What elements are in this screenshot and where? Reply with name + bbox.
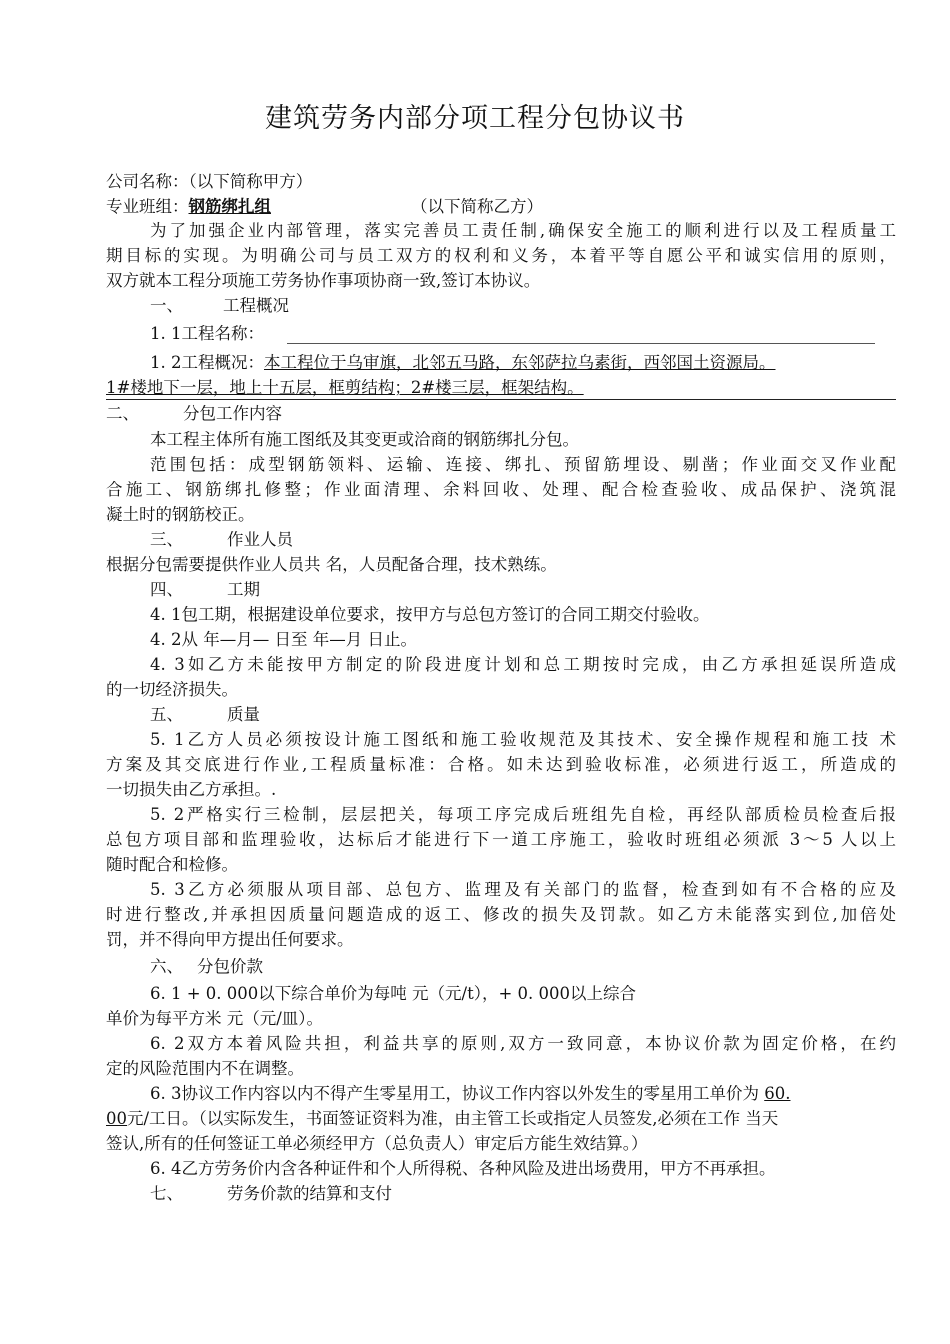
s3-text: 根据分包需要提供作业人员共 名，人员配备合理，技术熟练。	[106, 555, 557, 574]
team-value: 钢筋绑扎组	[188, 197, 271, 216]
s5-p3-line-1: 5. 3乙方必须服从项目部、总包方、监理及有关部门的监督，检查到如有不合格的应及	[150, 880, 896, 899]
s2-line-4: 凝土时的钢筋校正。	[106, 505, 255, 524]
section-2-heading: 二、 分包工作内容	[106, 404, 282, 423]
section-4-heading: 四、 工期	[150, 580, 260, 599]
s6-p2-line-1: 6. 2双方本着风险共担，利益共享的原则,双方一致同意，本协议价款为固定价格，在约	[150, 1034, 896, 1053]
s4-line-1: 4. 1包工期，根据建设单位要求，按甲方与总包方签订的合同工期交付验收。	[150, 605, 710, 624]
s6-line-4: 6. 4乙方劳务价内含各种证件和个人所得税、各种风险及进出场费用，甲方不再承担。	[150, 1159, 776, 1178]
s2-line-2: 范围包括：成型钢筋领料、运输、连接、绑扎、预留筋埋设、剔凿；作业面交叉作业配	[150, 455, 896, 474]
s5-p3-line-3: 罚，并不得向甲方提出任何要求。	[106, 930, 354, 949]
s6-p3-line-1: 6. 3协议工作内容以内不得产生零星用工，协议工作内容以外发生的零星用工单价为 60.	[150, 1084, 791, 1103]
s6-line-1: 6. 1 + 0. 000以下综合单价为每吨 元（元/t），+ 0. 000以上综合	[150, 984, 637, 1003]
s4-line-3: 4. 3如乙方未能按甲方制定的阶段进度计划和总工期按时完成，由乙方承担延误所造成	[150, 655, 896, 674]
s5-p2-line-2: 总包方项目部和监理验收，达标后才能进行下一道工序施工，验收时班组必须派 3〜5 人以上	[106, 830, 896, 849]
section-7-heading: 七、 劳务价款的结算和支付	[150, 1184, 392, 1203]
section-5-heading: 五、 质量	[150, 705, 260, 724]
project-name-blank	[287, 343, 875, 344]
section-6-heading: 六、 分包价款	[150, 957, 263, 976]
project-overview-line: 1. 2工程概况：本工程位于乌审旗，北邻五马路，东邻萨拉乌素街，西邻国土资源局。	[150, 353, 776, 372]
project-overview-cont: 1#楼地下一层，地上十五层，框剪结构；2#楼三层，框架结构。	[106, 378, 584, 397]
project-name-line: 1. 1工程名称：	[150, 324, 264, 343]
s6-p3-line-3: 签认,所有的任何签证工单必须经甲方（总负责人）审定后方能生效结算。）	[106, 1134, 648, 1153]
s4-line-2: 4. 2从 年—月— 日至 年—月 日止。	[150, 630, 417, 649]
s5-p3-line-2: 时进行整改,并承担因质量问题造成的返工、修改的损失及罚款。如乙方未能落实到位,加倍处	[106, 905, 896, 924]
intro-line-1: 为了加强企业内部管理，落实完善员工责任制,确保安全施工的顺利进行以及工程质量工	[150, 221, 896, 240]
company-line: 公司名称：（以下简称甲方）	[106, 172, 313, 191]
s4-line-4: 的一切经济损失。	[106, 680, 238, 699]
document-title: 建筑劳务内部分项工程分包协议书	[265, 103, 685, 134]
intro-line-3: 双方就本工程分项施工劳务协作事项协商一致,签订本协议。	[106, 271, 541, 290]
intro-line-2: 期目标的实现。为明确公司与员工双方的权利和义务，本着平等自愿公平和诚实信用的原则，	[106, 246, 896, 265]
s5-p2-line-1: 5. 2严格实行三检制，层层把关，每项工序完成后班组先自检，再经队部质检员检查后报	[150, 805, 896, 824]
s2-line-3: 合施工、钢筋绑扎修整；作业面清理、余料回收、处理、配合检查验收、成品保护、浇筑混	[106, 480, 896, 499]
team-suffix: （以下简称乙方）	[411, 197, 543, 216]
divider	[106, 399, 896, 400]
team-line	[106, 195, 896, 219]
s5-p1-line-2: 方案及其交底进行作业,工程质量标准：合格。如未达到验收标准，必须进行返工，所造成的	[106, 755, 896, 774]
section-3-heading: 三、 作业人员	[150, 530, 293, 549]
s5-p1-line-1: 5. 1乙方人员必须按设计施工图纸和施工验收规范及其技术、安全操作规程和施工技 术	[150, 730, 896, 749]
section-1-heading: 一、 工程概况	[150, 296, 289, 315]
s6-p2-line-2: 定的风险范围内不在调整。	[106, 1059, 304, 1078]
s2-line-1: 本工程主体所有施工图纸及其变更或洽商的钢筋绑扎分包。	[150, 430, 579, 449]
s6-p3-line-2: 00元/工日。（以实际发生，书面签证资料为准，由主管工长或指定人员签发,必须在工作 当天	[106, 1109, 779, 1128]
s5-p2-line-3: 随时配合和检修。	[106, 855, 238, 874]
s5-p1-line-3: 一切损失由乙方承担。.	[106, 780, 277, 799]
team-label: 专业班组：	[106, 197, 189, 216]
s6-line-1b: 单价为每平方米 元（元/皿）。	[106, 1009, 324, 1028]
